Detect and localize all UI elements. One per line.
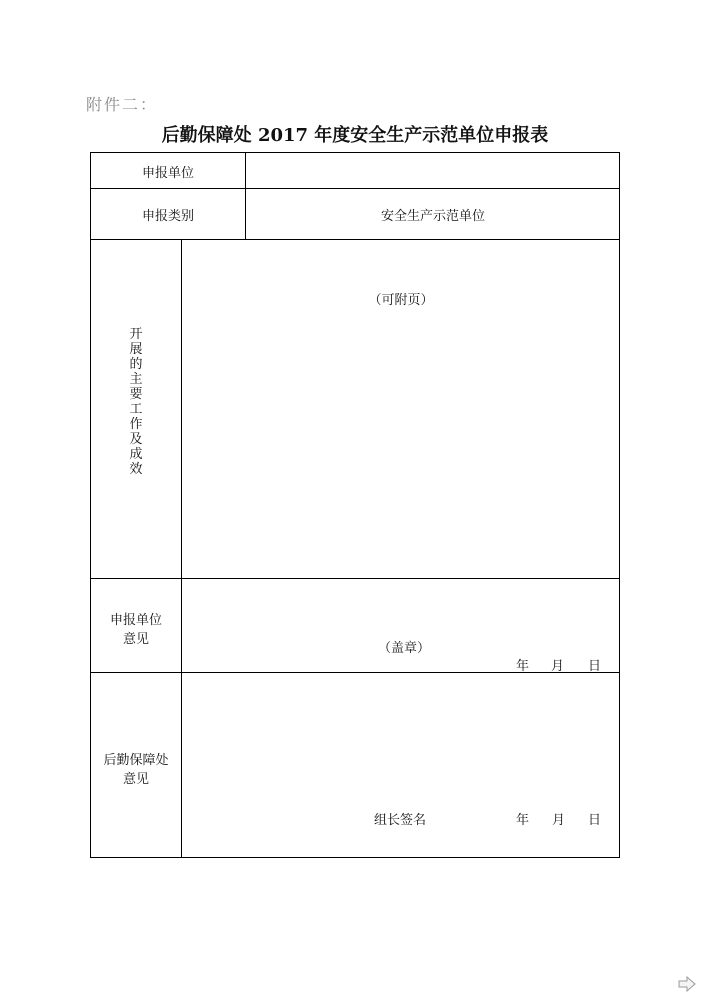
seal-text: （盖章） [378, 641, 431, 656]
logistics-opinion-field[interactable] [187, 678, 615, 798]
unit-opinion-label-line1: 申报单位 [109, 613, 162, 628]
application-form-table [90, 152, 620, 858]
logistics-opinion-label-line1: 后勤保障处 [103, 753, 169, 768]
category-value: 安全生产示范单位 [380, 209, 485, 224]
row-divider [91, 672, 619, 673]
date-month: 月 [551, 659, 565, 674]
arrow-right-icon[interactable] [678, 976, 696, 992]
date-year: 年 [516, 659, 530, 674]
signature-date-day: 日 [588, 813, 602, 828]
row-divider [91, 188, 619, 189]
unit-opinion-label-line2: 意见 [122, 632, 149, 647]
row-divider [91, 239, 619, 240]
leader-signature-label: 组长签名 [374, 813, 427, 828]
unit-label: 申报单位 [141, 166, 194, 181]
signature-date-year: 年 [516, 813, 530, 828]
row-divider [91, 578, 619, 579]
signature-date-month: 月 [552, 813, 566, 828]
work-field[interactable] [187, 245, 615, 571]
logistics-opinion-label-line2: 意见 [122, 772, 149, 787]
page-title: 后勤保障处 2017 年度安全生产示范单位申报表 [161, 125, 549, 146]
attachment-label: 附件二： [86, 95, 159, 114]
category-label: 申报类别 [141, 209, 194, 224]
work-label: 开展的主要工作及成效 [129, 327, 143, 477]
work-note: （可附页） [368, 293, 434, 308]
unit-opinion-field[interactable] [187, 584, 615, 636]
column-divider [245, 153, 246, 239]
column-divider [181, 239, 182, 858]
date-day: 日 [588, 659, 602, 674]
